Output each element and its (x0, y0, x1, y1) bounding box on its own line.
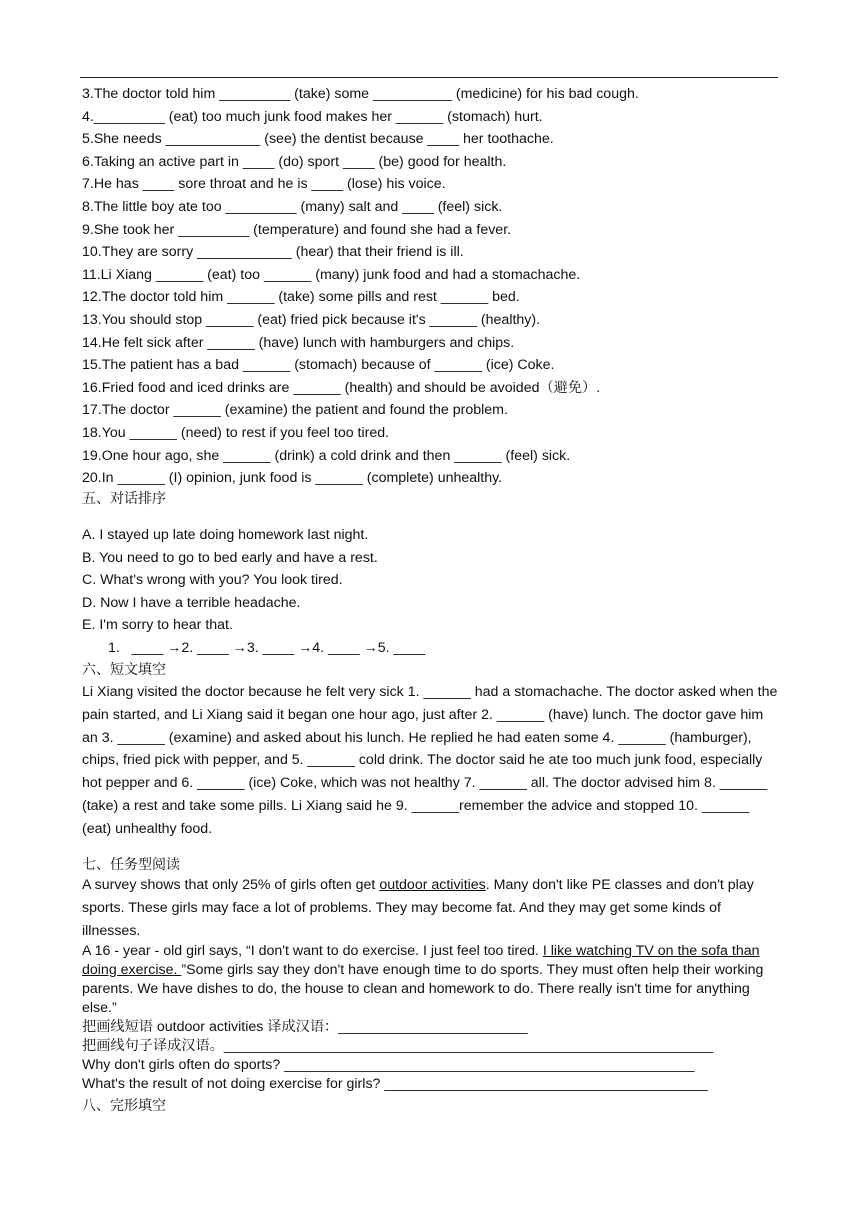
section5-heading: 五、对话排序 (82, 491, 166, 507)
question-item: 3.The doctor told him _________ (take) some __________ (medicine) for his bad cough. (82, 86, 639, 102)
section7-paragraph-2 (82, 942, 782, 1018)
question-item: 18.You ______ (need) to rest if you feel too tired. (82, 424, 390, 441)
dialogue-order-line: 1. ____ →2. ____ →3. ____ →4. ____ →5. ____ (108, 639, 426, 656)
question-item: 19.One hour ago, she ______ (drink) a cold drink and then ______ (feel) sick. (82, 447, 571, 464)
section6-passage: Li Xiang visited the doctor because he felt very sick 1. ______ had a stomachache. The doctor asked when the pain started, and Li Xiang said it began one hour ago, just after 2. ______ (have) lunch. The doctor gave him an 3. ______ (examine) and asked about his lunch. He replied he had eaten some 4. ______ (hamburger), chips, fried pick with pepper, and 5. ______ cold drink. The doctor said he ate too much junk food, especially hot pepper and 6. ______ (ice) Coke, which was not healthy 7. ______ all. The doctor advised him 8. ______ (take) a rest and take some pills. Li Xiang said he 9. ______remember the advice and stopped 10. ______ (eat) unhealthy food. (82, 684, 778, 837)
question-item: 14.He felt sick after ______ (have) lunch with hamburgers and chips. (82, 334, 515, 351)
task-item: 把画线句子译成汉语。______________________________________________________________ (82, 1038, 714, 1054)
section7-paragraph-1 (82, 874, 778, 942)
task-item: Why don't girls often do sports? ____________________________________________________ (82, 1057, 695, 1073)
p1-text: A survey shows that only 25% of girls often get (82, 877, 380, 893)
question-item: 10.They are sorry ____________ (hear) that their friend is ill. (82, 244, 464, 261)
p1-text: . Many don't like PE classes and don't play sports. These girls may face a lot of problems. They may become fat. And they may get some kinds of illnesses. (82, 877, 754, 939)
question-item: 7.He has ____ sore throat and he is ____ (lose) his voice. (82, 176, 446, 193)
dialogue-option: E. I'm sorry to hear that. (82, 617, 233, 634)
question-item: 5.She needs ____________ (see) the dentist because ____ her toothache. (82, 131, 554, 148)
question-item: 17.The doctor ______ (examine) the patient and found the problem. (82, 402, 508, 419)
section7-heading: 七、任务型阅读 (82, 857, 180, 873)
dialogue-options (82, 524, 782, 660)
question-item: 12.The doctor told him ______ (take) some pills and rest ______ bed. (82, 289, 520, 306)
task-item: What's the result of not doing exercise for girls? _________________________________________ (82, 1076, 708, 1092)
task-list (82, 1018, 782, 1094)
dialogue-option: A. I stayed up late doing homework last night. (82, 527, 369, 543)
p2-text: A 16 - year - old girl says, “I don't want to do exercise. I just feel too tired. (82, 943, 543, 959)
question-list (82, 83, 782, 490)
question-item: 8.The little boy ate too _________ (many) salt and ____ (feel) sick. (82, 198, 503, 215)
p2-text: ”Some girls say they don't have enough time to do sports. They must often help their working parents. We have dishes to do, the house to clean and homework to do. There really isn't time for anything else.” (82, 962, 764, 1016)
dialogue-option: D. Now I have a terrible headache. (82, 594, 301, 611)
question-item: 13.You should stop ______ (eat) fried pick because it's ______ (healthy). (82, 311, 541, 328)
dialogue-option: B. You need to go to bed early and have a rest. (82, 549, 378, 566)
underlined-phrase: outdoor activities (379, 877, 486, 893)
task-item: 把画线短语 outdoor activities 译成汉语：________________________ (82, 1019, 528, 1035)
header-rule (80, 77, 778, 78)
question-item: 6.Taking an active part in ____ (do) sport ____ (be) good for health. (82, 153, 507, 170)
question-item: 11.Li Xiang ______ (eat) too ______ (many) junk food and had a stomachache. (82, 266, 581, 283)
question-item: 20.In ______ (I) opinion, junk food is ______ (complete) unhealthy. (82, 470, 503, 487)
question-item: 4._________ (eat) too much junk food makes her ______ (stomach) hurt. (82, 108, 543, 125)
question-item: 16.Fried food and iced drinks are ______ (health) and should be avoided（避免）. (82, 379, 601, 396)
section8-heading: 八、完形填空 (82, 1098, 166, 1114)
section6-heading: 六、短文填空 (82, 662, 166, 678)
underlined-sentence: I like watching TV on the sofa than doing exercise. (82, 943, 760, 978)
dialogue-option: C. What's wrong with you? You look tired. (82, 572, 343, 589)
question-item: 15.The patient has a bad ______ (stomach) because of ______ (ice) Coke. (82, 357, 555, 374)
question-item: 9.She took her _________ (temperature) and found she had a fever. (82, 221, 512, 238)
